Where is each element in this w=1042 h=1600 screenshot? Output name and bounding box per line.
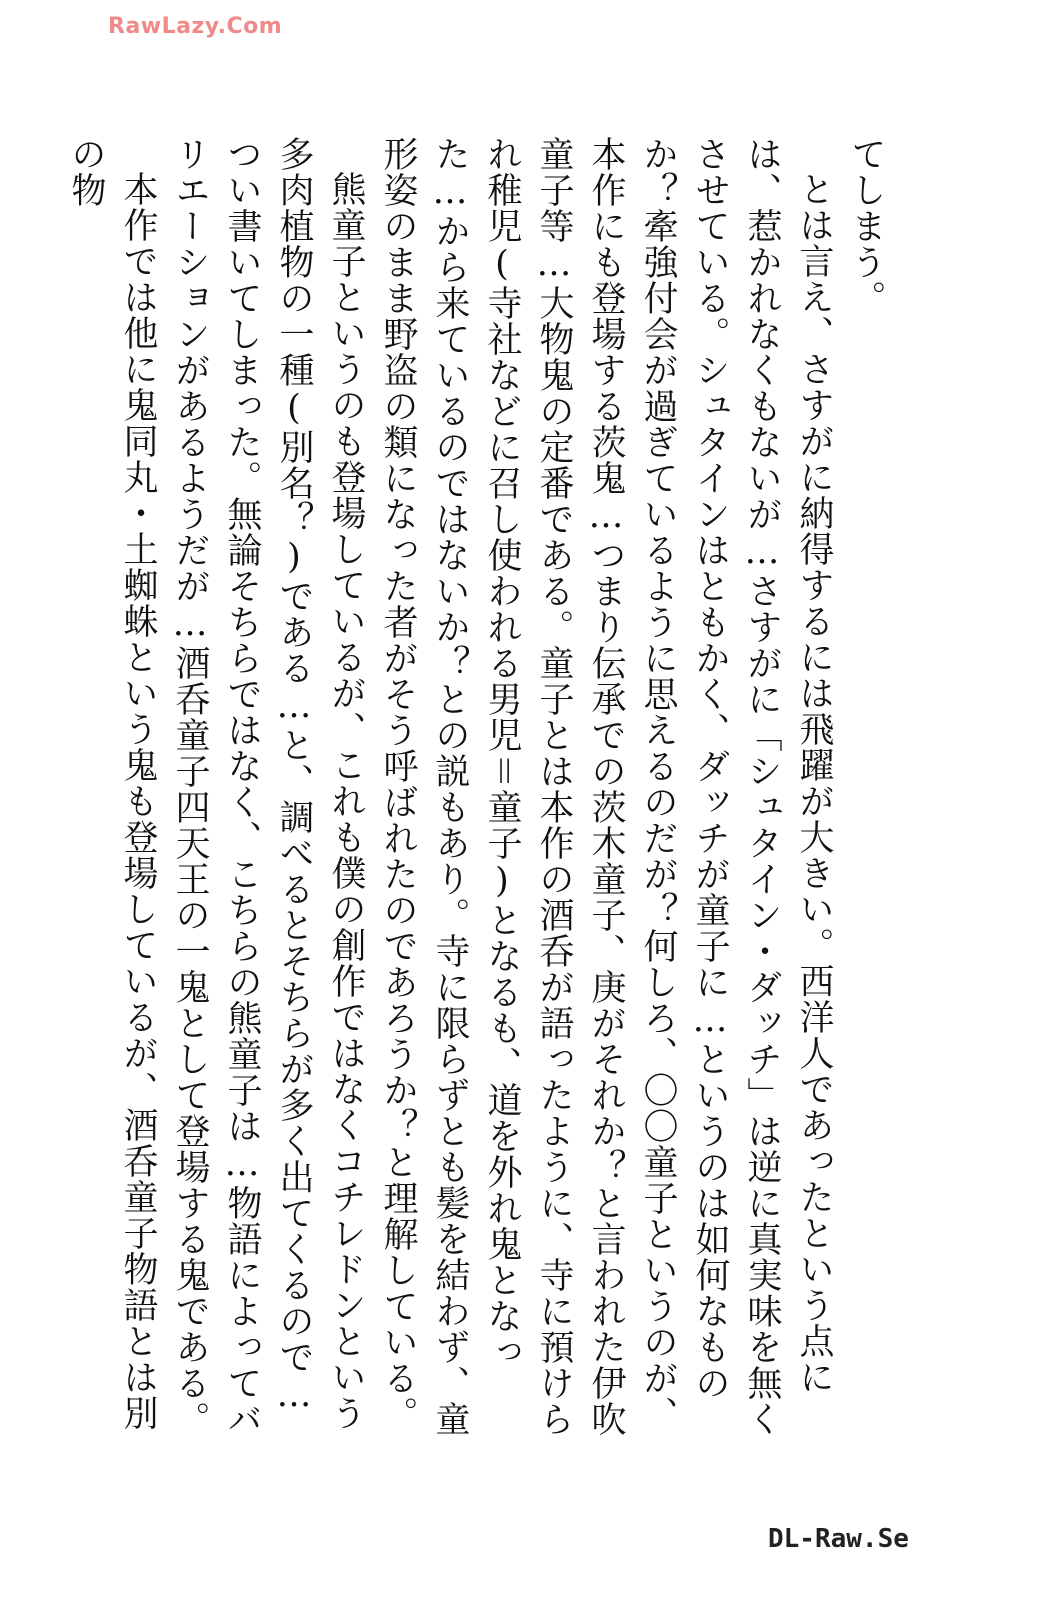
paragraph-2: とは言え、さすがに納得するには飛躍が大きい。西洋人であったという点には、惹かれなくもないが…さすがに「シュタイン・ダッチ」は逆に真実味を無くさせている。シュタインはともかく、ダッチが童子に…というのは如何なものか？牽強付会が過ぎているように思えるのだが？何しろ、〇〇童子というのが、本作にも登場する茨鬼…つまり伝承での茨木童子、庚がそれか？と言われた伊吹童子等…大物鬼の定番である。童子とは本作の酒呑が語ったように、寺に預けられ稚児(寺社などに召し使われる男児＝童子)となるも、道を外れ鬼となった…から来ているのではないか？との説もあり。寺に限らずとも髪を結わず、童形姿のまま野盗の類になった者がそう呼ばれたのであろうか？と理解している。 xyxy=(378,136,834,1437)
watermark-bottom: DL-Raw.Se xyxy=(768,1524,909,1554)
paragraph-4: 本作では他に鬼同丸・土蜘蛛という鬼も登場しているが、酒呑童子物語とは別の物 xyxy=(66,136,158,1431)
paragraph-3: 熊童子というのも登場しているが、これも僕の創作ではなくコチレドンという多肉植物の一種(別名？)である…と、調べるとそちらが多く出てくるので…つい書いてしまった。無論そちらではなく、こちらの熊童子は…物語によってバリエーションがあるようだが…酒呑童子四天王の一鬼として登場する鬼である。 xyxy=(170,136,366,1437)
page-text xyxy=(60,136,892,1446)
paragraph-1: てしまう。 xyxy=(846,136,886,316)
watermark-top: RawLazy.Com xyxy=(108,14,283,39)
